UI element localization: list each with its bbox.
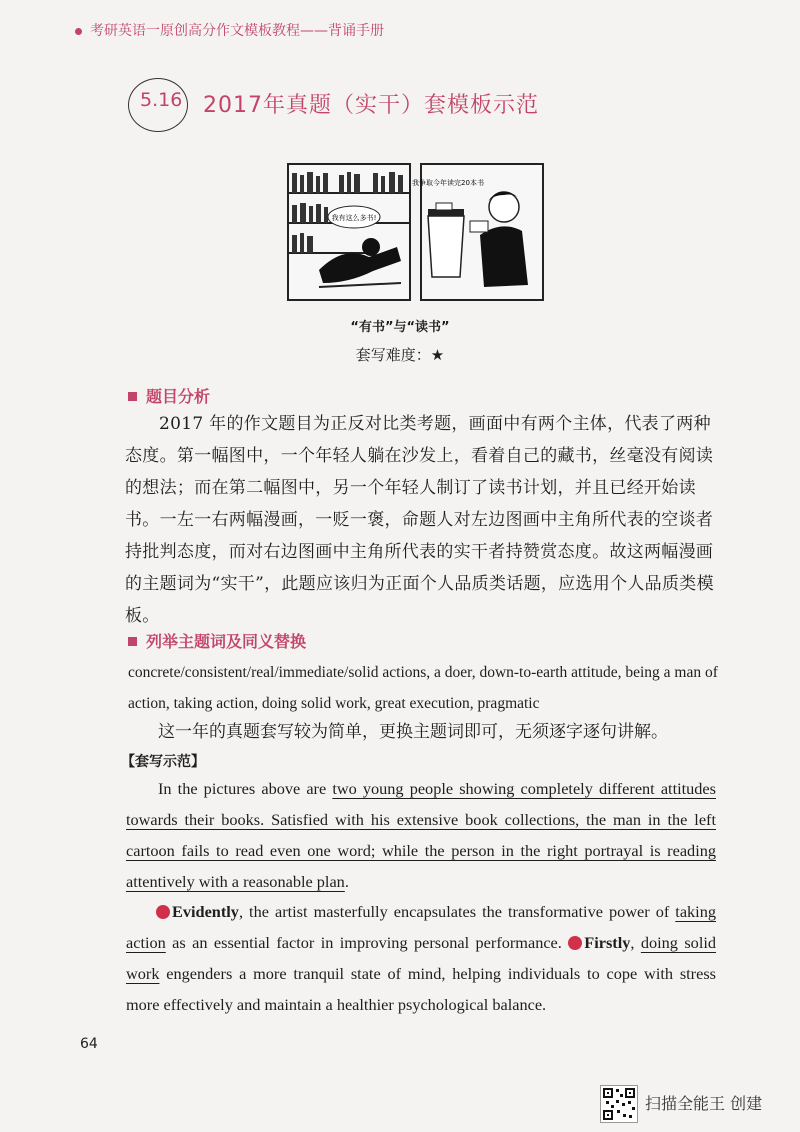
heading-square-icon (128, 637, 137, 646)
running-header (75, 20, 384, 40)
p1-tail: . (344, 872, 349, 891)
header-dot (75, 28, 82, 35)
example-paragraph-1 (126, 773, 716, 897)
keywords-heading (128, 629, 306, 652)
p1-underlined: two young people showing completely different attitudes towards their books. Satisfied with his extensive book collections, the man in the left cartoon fails to read even one word; while the person in the right portrayal is reading attentively with a reasonable plan (126, 779, 716, 891)
p2-text-2: as an essential factor in improving personal performance. (165, 933, 569, 952)
p2-underlined-1: taking action (126, 902, 716, 952)
cartoon-right-drawing (412, 165, 542, 299)
left-speech-bubble: 我有这么多书! (331, 214, 377, 222)
running-title: 考研英语一原创高分作文模板教程——背诵手册 (90, 23, 384, 39)
keywords-note: 这一年的真题套写较为简单，更换主题词即可，无须逐字逐句讲解。 (158, 722, 668, 742)
example-paragraph-2 (126, 896, 716, 1020)
section-number: 5.16 (140, 89, 183, 111)
p2-underlined-2: doing solid work (126, 933, 717, 983)
difficulty-rating: 套写难度：★ (355, 346, 445, 364)
qr-code-icon (600, 1085, 638, 1123)
cartoon-right (412, 163, 544, 301)
analysis-heading-text: 题目分析 (146, 387, 211, 406)
analysis-paragraph: 2017 年的作文题目为正反对比类考题，画面中有两个主体，代表了两种态度。第一幅图中，一个年轻人躺在沙发上，看着自己的藏书，丝毫没有阅读的想法；而在第二幅图中，另一个年轻人制订了读书计划，并且已经开始读书。一左一右两幅漫画，一贬一褒，命题人对左边图画中主角所代表的空谈者持批判态度，而对右边图画中主角所代表的实干者持赞赏态度。故这两幅漫画的主题词为“实干”，此题应该归为正面个人品质类话题，应选用个人品质类模板。 (125, 414, 714, 626)
p2-text-3: , (630, 933, 641, 952)
keywords-list: concrete/consistent/real/immediate/solid actions, a doer, down-to-earth attitude, being a man of action, taking action, doing solid work, great execution, pragmatic (128, 664, 718, 712)
p2-firstly: Firstly (584, 933, 631, 952)
cartoon-left-drawing (289, 165, 409, 299)
figure-caption: “有书”与“读书” (350, 320, 450, 335)
cartoon-left (287, 163, 411, 301)
analysis-heading (128, 384, 210, 407)
bullet-1-icon (156, 905, 170, 919)
p1-lead: In the pictures above are (158, 779, 333, 798)
bullet-2-icon (568, 936, 582, 950)
heading-square-icon (128, 392, 137, 401)
p2-evidently: Evidently (172, 902, 239, 921)
p2-text-4: engenders a more tranquil state of mind, helping individuals to cope with stress more effectively and maintain a healthier psychological balance. (126, 964, 716, 1014)
example-label: 【套写示范】 (121, 754, 205, 770)
section-title: 2017年真题（实干）套模板示范 (203, 93, 539, 118)
p2-text-1: , the artist masterfully encapsulates the transformative power of (238, 902, 676, 921)
right-note: 我争取今年读完20本书 (412, 179, 484, 187)
scanner-watermark: 扫描全能王 创建 (645, 1094, 763, 1113)
page-number: 64 (80, 1036, 98, 1052)
keywords-heading-text: 列举主题词及同义替换 (146, 632, 307, 651)
